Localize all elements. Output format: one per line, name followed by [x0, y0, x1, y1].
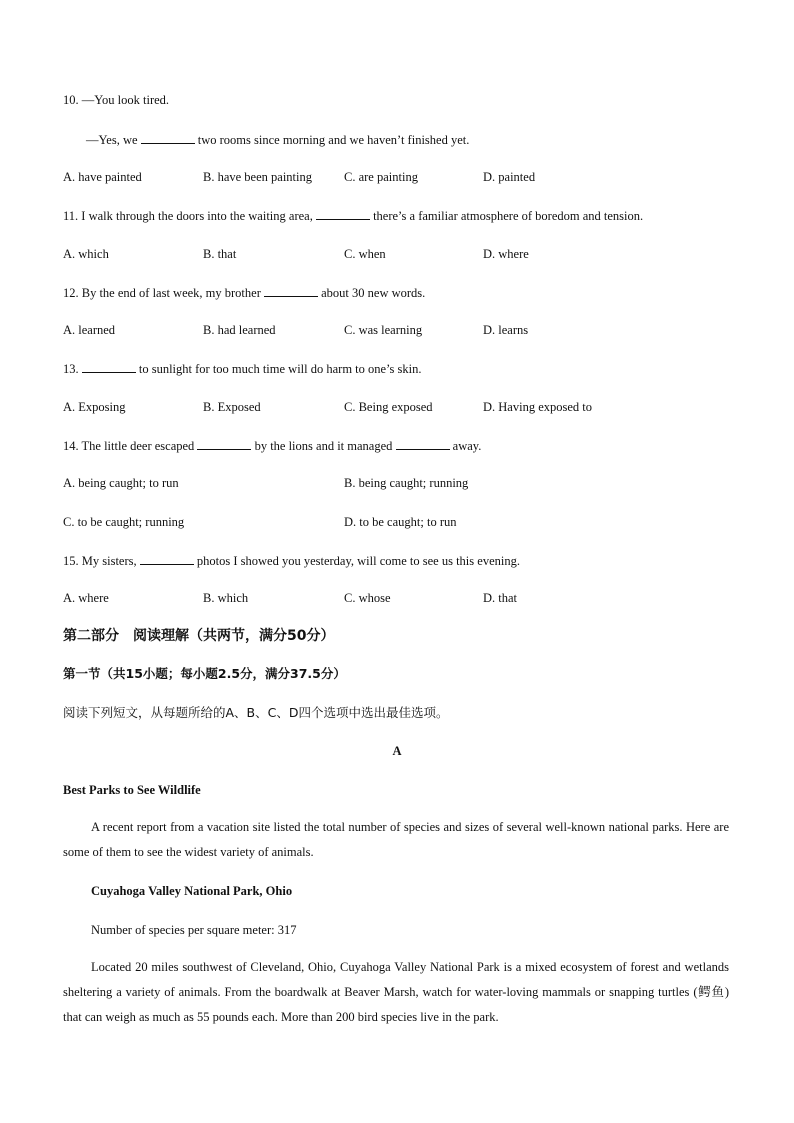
question-15-stem-pre: 15. My sisters, — [63, 554, 137, 568]
answer-blank — [264, 284, 318, 297]
question-10-reply — [86, 131, 469, 148]
question-14-stem-post: away. — [452, 439, 482, 453]
answer-blank — [197, 437, 251, 450]
park-description-text: Located 20 miles southwest of Cleveland, Ohio, Cuyahoga Valley National Park is a mixed ecosystem of forest and wetlands sheltering a variety of animals. From the boardwalk at Beaver Marsh, watch for water-loving mammals or snapping turtles (鳄鱼) that can weigh as much as 55 pounds each. More than 200 bird species live in the park. — [63, 960, 729, 1024]
question-13-option-d: D. Having exposed to — [483, 400, 593, 414]
question-10-option-b: B. have been painting — [203, 170, 312, 184]
question-12-option-b: B. had learned — [203, 323, 276, 337]
question-14-option-d: D. to be caught; to run — [344, 515, 457, 529]
park-name: Cuyahoga Valley National Park, Ohio — [91, 884, 293, 898]
answer-blank — [316, 207, 370, 220]
question-15-option-d: D. that — [483, 591, 518, 605]
question-14-stem-pre: 14. The little deer escaped — [63, 439, 195, 453]
question-13-option-c: C. Being exposed — [344, 400, 433, 414]
question-13-stem-post: to sunlight for too much time will do harm to one’s skin. — [138, 362, 422, 376]
question-15-stem-post: photos I showed you yesterday, will come to see us this evening. — [196, 554, 520, 568]
section-heading: 第二部分 阅读理解（共两节，满分50分） — [63, 628, 335, 644]
answer-blank — [396, 437, 450, 450]
answer-blank — [140, 552, 194, 565]
question-10-stem: 10. —You look tired. — [63, 93, 170, 107]
passage-title: Best Parks to See Wildlife — [63, 783, 201, 797]
question-10-option-d: D. painted — [483, 170, 536, 184]
question-11-option-b: B. that — [203, 247, 237, 261]
section-subheading: 第一节（共15小题；每小题2.5分，满分37.5分） — [63, 666, 346, 681]
question-15-stem — [63, 552, 520, 569]
question-12-option-d: D. learns — [483, 323, 529, 337]
question-13-stem — [63, 360, 422, 377]
question-11-stem-post: there’s a familiar atmosphere of boredom and tension. — [373, 209, 644, 223]
question-14-stem — [63, 437, 481, 454]
answer-blank — [82, 360, 136, 373]
question-14-option-a: A. being caught; to run — [63, 476, 179, 490]
question-13-stem-pre: 13. — [63, 362, 79, 376]
question-12-stem — [63, 284, 425, 301]
question-12-option-a: A. learned — [63, 323, 116, 337]
park-description — [63, 955, 729, 1030]
park-species-count: Number of species per square meter: 317 — [91, 923, 297, 937]
passage-intro — [63, 815, 729, 865]
question-12-stem-post: about 30 new words. — [321, 286, 426, 300]
question-10-reply-pre: —Yes, we — [86, 133, 138, 147]
passage-label: A — [392, 744, 402, 758]
question-15-option-a: A. where — [63, 591, 109, 605]
question-11-option-a: A. which — [63, 247, 109, 261]
question-11-stem — [63, 207, 643, 224]
question-13-option-b: B. Exposed — [203, 400, 261, 414]
question-14-option-c: C. to be caught; running — [63, 515, 185, 529]
question-10-option-c: C. are painting — [344, 170, 418, 184]
question-12-stem-pre: 12. By the end of last week, my brother — [63, 286, 261, 300]
question-15-option-b: B. which — [203, 591, 249, 605]
answer-blank — [141, 131, 195, 144]
question-11-option-c: C. when — [344, 247, 386, 261]
question-10-reply-post: two rooms since morning and we haven’t finished yet. — [197, 133, 470, 147]
question-12-option-c: C. was learning — [344, 323, 423, 337]
section-instruction: 阅读下列短文，从每题所给的A、B、C、D四个选项中选出最佳选项。 — [63, 705, 449, 720]
passage-intro-text: A recent report from a vacation site listed the total number of species and sizes of several well-known national parks. Here are some of them to see the widest variety of animals. — [63, 820, 729, 859]
question-13-option-a: A. Exposing — [63, 400, 126, 414]
question-14-stem-mid: by the lions and it managed — [254, 439, 393, 453]
question-11-option-d: D. where — [483, 247, 529, 261]
question-14-option-b: B. being caught; running — [344, 476, 469, 490]
question-10-option-a: A. have painted — [63, 170, 142, 184]
question-15-option-c: C. whose — [344, 591, 391, 605]
question-11-stem-pre: 11. I walk through the doors into the waiting area, — [63, 209, 313, 223]
